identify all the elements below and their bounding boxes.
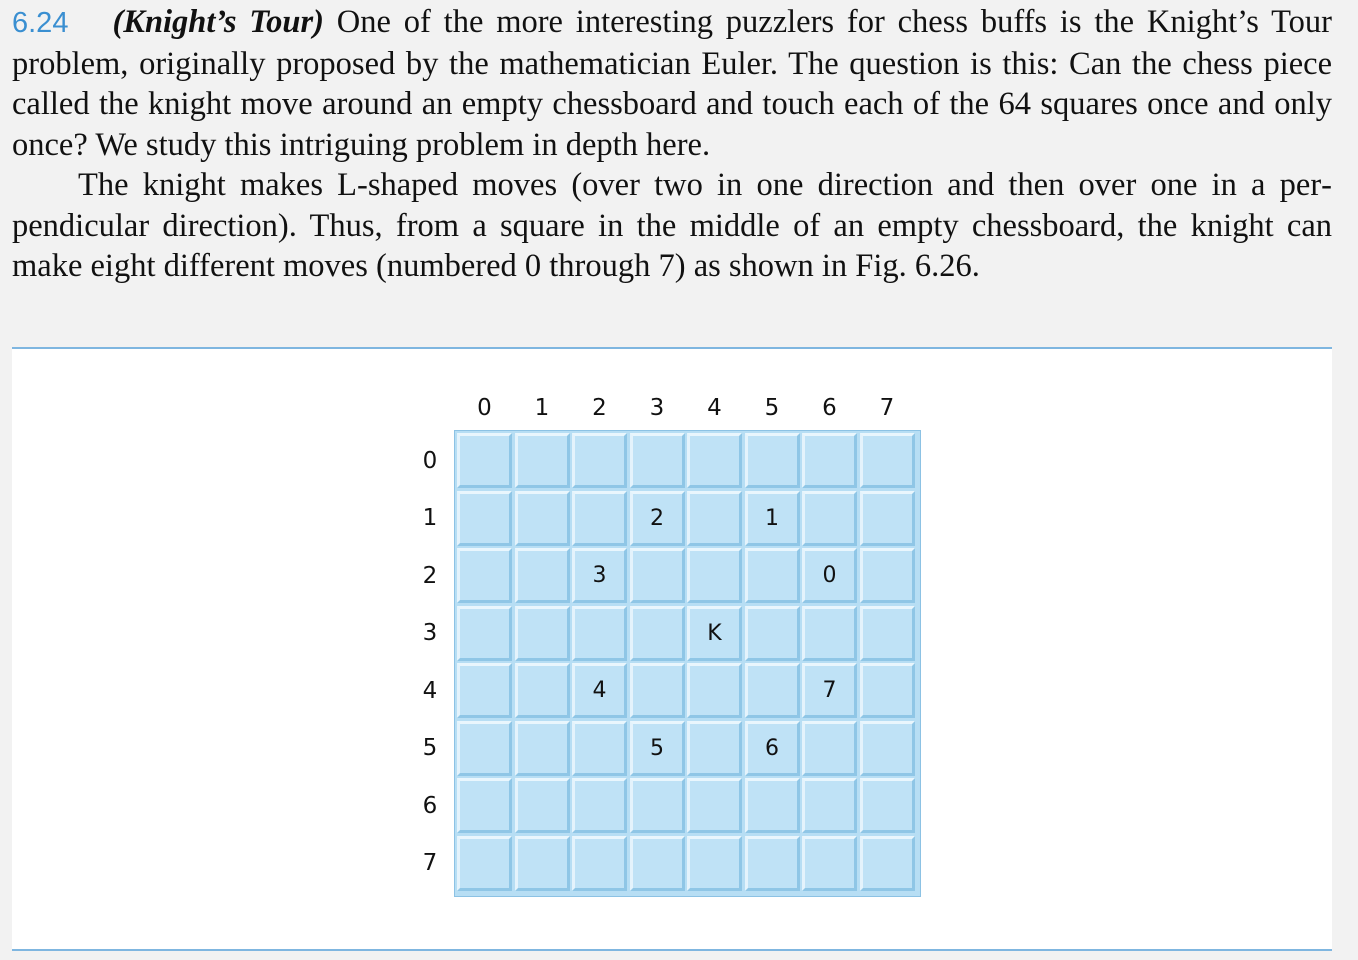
row-label: 7 <box>422 850 438 876</box>
board-square <box>860 778 915 833</box>
board-square <box>572 606 627 661</box>
column-label: 3 <box>649 395 665 421</box>
board-square <box>457 548 512 603</box>
move-square <box>572 663 627 718</box>
board-square <box>687 836 742 891</box>
exercise-number: 6.24 <box>12 7 69 39</box>
board-square <box>572 721 627 776</box>
move-square <box>745 721 800 776</box>
exercise-title: (Knight’s Tour) <box>112 4 324 40</box>
board-square <box>745 778 800 833</box>
board-square <box>860 836 915 891</box>
board-square <box>687 548 742 603</box>
column-label: 2 <box>592 395 607 421</box>
board-square <box>630 663 685 718</box>
board-square <box>515 778 570 833</box>
move-square <box>630 721 685 776</box>
board-square <box>630 548 685 603</box>
column-label: 6 <box>822 395 837 421</box>
column-label: 0 <box>477 395 492 421</box>
board-square <box>745 548 800 603</box>
board-square <box>802 778 857 833</box>
board-square <box>860 663 915 718</box>
knight-moves-figure <box>12 347 1332 951</box>
move-label: 4 <box>592 678 607 703</box>
move-label: 7 <box>822 678 837 703</box>
board-square <box>802 433 857 488</box>
board-square <box>802 491 857 546</box>
row-label: 2 <box>422 562 438 589</box>
board-square <box>630 433 685 488</box>
board-square <box>515 548 570 603</box>
chessboard <box>454 430 921 897</box>
board-square <box>630 606 685 661</box>
move-label: 0 <box>822 563 837 588</box>
board-square <box>572 778 627 833</box>
board-square <box>515 721 570 776</box>
move-square <box>745 491 800 546</box>
move-square <box>572 548 627 603</box>
board-square <box>515 836 570 891</box>
move-label: 2 <box>650 505 664 531</box>
column-label: 5 <box>764 395 780 421</box>
exercise-intro-text: One of the more interesting puzzlers for chess buffs is the Knight’s Tour problem, originally proposed by the mathematician Euler. The question is this: Can the chess piece called the knight move around an empty chessboard and touch each of the 64 squares once and only once? We study this intriguing problem in depth here. <box>12 4 1332 163</box>
column-label: 1 <box>534 395 550 421</box>
board-square <box>687 778 742 833</box>
board-square <box>572 491 627 546</box>
move-label: 1 <box>765 505 779 531</box>
board-square <box>630 778 685 833</box>
board-square <box>630 836 685 891</box>
board-square <box>860 721 915 776</box>
move-label: 6 <box>765 735 779 761</box>
board-square <box>457 606 512 661</box>
board-square <box>745 606 800 661</box>
move-square <box>802 548 857 603</box>
board-square <box>745 663 800 718</box>
board-square <box>515 491 570 546</box>
board-square <box>860 548 915 603</box>
row-label: 5 <box>422 735 438 761</box>
row-label: 1 <box>422 505 438 531</box>
board-square <box>687 721 742 776</box>
board-square <box>860 606 915 661</box>
knight-square <box>687 606 742 661</box>
knight-label: K <box>707 620 722 646</box>
board-square <box>515 433 570 488</box>
board-square <box>515 606 570 661</box>
row-label: 6 <box>422 792 438 819</box>
board-square <box>457 433 512 488</box>
row-label: 3 <box>422 620 438 646</box>
board-square <box>457 663 512 718</box>
board-square <box>687 491 742 546</box>
board-square <box>572 433 627 488</box>
column-label: 4 <box>707 395 722 421</box>
board-square <box>802 721 857 776</box>
board-square <box>745 836 800 891</box>
exercise-paragraph-1 <box>12 2 1332 165</box>
board-square <box>687 433 742 488</box>
board-square <box>515 663 570 718</box>
move-label: 3 <box>592 563 607 588</box>
row-label: 4 <box>422 677 438 704</box>
board-square <box>687 663 742 718</box>
row-label: 0 <box>422 447 438 474</box>
move-square <box>802 663 857 718</box>
board-square <box>860 491 915 546</box>
board-square <box>457 778 512 833</box>
board-square <box>572 836 627 891</box>
move-label: 5 <box>650 735 664 761</box>
exercise-paragraph-2: The knight makes L-shaped moves (over two in one direction and then over one in a perpendicular direction). Thus, from a square in the middle of an empty chessboard, the knight can make eight different moves (numbered 0 through 7) as shown in Fig. 6.26. <box>12 167 1332 284</box>
board-square <box>802 606 857 661</box>
move-square <box>630 491 685 546</box>
board-square <box>802 836 857 891</box>
board-square <box>457 721 512 776</box>
board-square <box>457 491 512 546</box>
board-square <box>860 433 915 488</box>
exercise-text <box>12 2 1332 287</box>
column-label: 7 <box>879 395 895 421</box>
board-square <box>457 836 512 891</box>
board-square <box>745 433 800 488</box>
